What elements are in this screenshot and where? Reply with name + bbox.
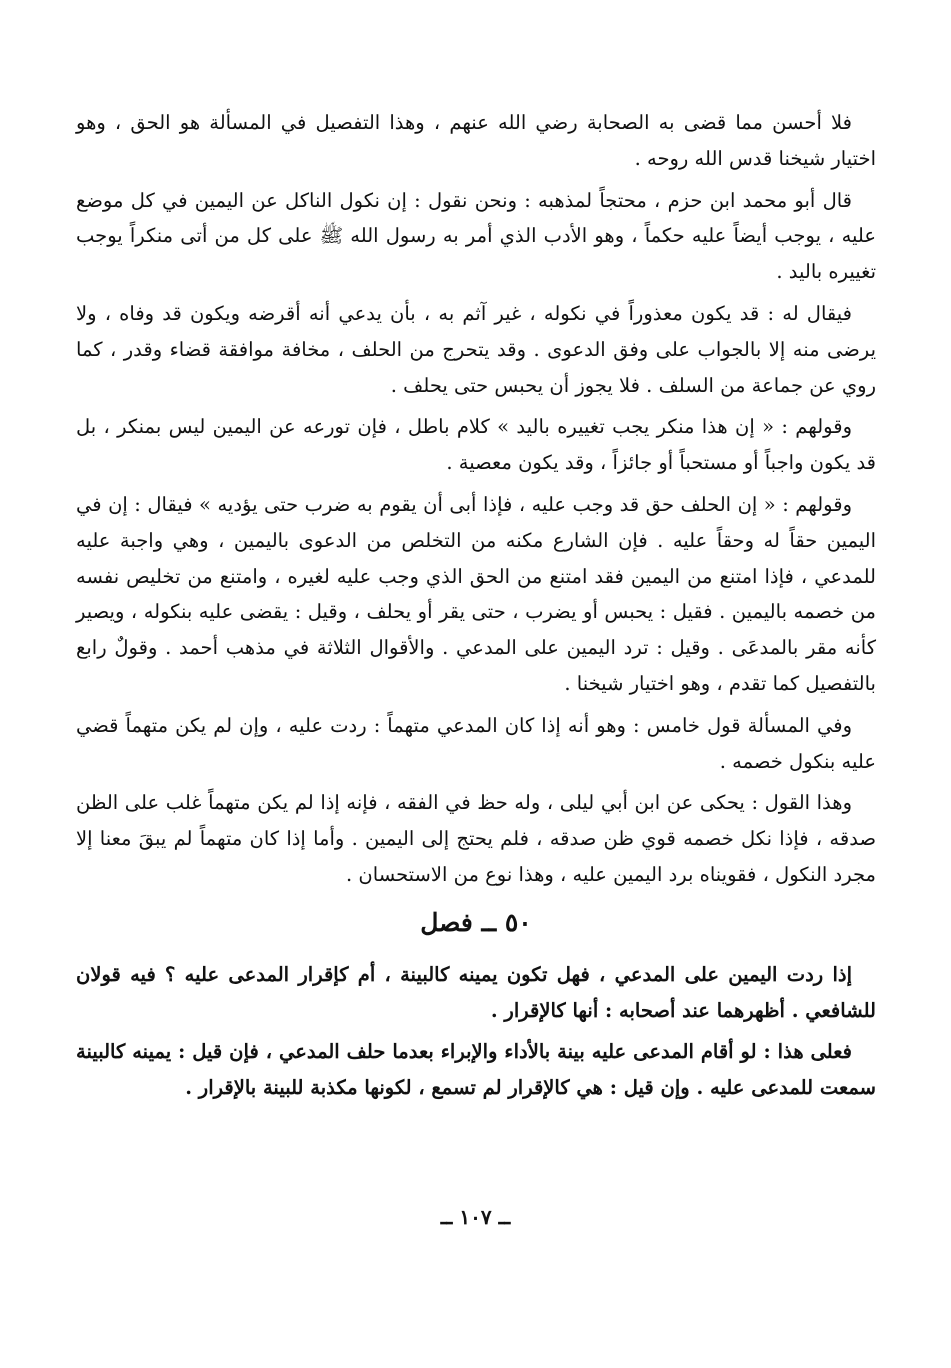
page-number: ــ ١٠٧ ــ [440, 1205, 511, 1229]
paragraph-4: وقولهم : « إن هذا منكر يجب تغييره باليد » كلام باطل ، فإن تورعه عن اليمين ليس بمنكر ، بل قد يكون واجباً أو مستحباً أو جائزاً ، وقد يكون معصية . [76, 415, 876, 475]
paragraph-1: فلا أحسن مما قضى به الصحابة رضي الله عنهم ، وهذا التفصيل في المسألة هو الحق ، وهو اختيار شيخنا قدس الله روحه . [76, 111, 876, 170]
paragraph-5: وقولهم : « إن الحلف حق قد وجب عليه ، فإذا أبى أن يقوم به ضرب حتى يؤديه » فيقال : إن في اليمين حقاً له وحقاً عليه . فإن الشارع مكنه من التخلص من الدعوى باليمين ، وهي واجبة عليه للمدعي ، فإذا امتنع من اليمين فقد امتنع من الحق الذي وجب عليه لغيره ، وامتنع من تخليص نفسه من خصمه باليمين . فقيل : يحبس أو يضرب ، حتى يقر أو يحلف ، وقيل : يقضى عليه بنكوله ، ويصير كأنه مقر بالمدعَى . وقيل : ترد اليمين على المدعي . والأقوال الثلاثة في مذهب أحمد . وقولٌ رابع بالتفصيل كما تقدم ، وهو اختيار شيخنا . [76, 492, 876, 695]
page-body [76, 105, 876, 1112]
paragraph-9: فعلى هذا : لو أقام المدعى عليه بينة بالأداء والإبراء بعدما حلف المدعي ، فإن قيل : يمينه كالبينة سمعت للمدعى عليه . وإن قيل : هي كالإقرار لم تسمع ، لكونها مكذبة للبينة بالإقرار . [76, 1040, 876, 1100]
section-heading: ٥٠ ــ فصل [420, 907, 532, 937]
paragraph-7: وهذا القول : يحكى عن ابن أبي ليلى ، وله حظ في الفقه ، فإنه إذا لم يكن متهماً غلب على الظن صدقه ، فإذا نكل خصمه قوي ظن صدقه ، فلم يحتج إلى اليمين . وأما إذا كان متهماً لم يبقَ معنا إلا مجرد النكول ، فقويناه برد اليمين عليه ، وهذا نوع من الاستحسان . [76, 791, 876, 886]
paragraph-2: قال أبو محمد ابن حزم ، محتجاً لمذهبه : ونحن نقول : إن نكول الناكل عن اليمين في كل موضع عليه ، يوجب أيضاً عليه حكماً ، وهو الأدب الذي أمر به رسول الله ﷺ على كل من أتى منكراً يوجب تغييره باليد . [76, 188, 876, 284]
paragraph-8: إذا ردت اليمين على المدعي ، فهل تكون يمينه كالبينة ، أم كإقرار المدعى عليه ؟ فيه قولان للشافعي . أظهرهما عند أصحابه : أنها كالإقرار . [76, 962, 876, 1022]
paragraph-3: فيقال له : قد يكون معذوراً في نكوله ، غير آثم به ، بأن يدعي أنه أقرضه ويكون قد وفاه ، ولا يرضى منه إلا بالجواب على وفق الدعوى . وقد يتحرج من الحلف ، مخافة موافقة قضاء وقدر ، كما روي عن جماعة من السلف . فلا يجوز أن يحبس حتى يحلف . [76, 301, 876, 397]
paragraph-6: وفي المسألة قول خامس : وهو أنه إذا كان المدعي متهماً : ردت عليه ، وإن لم يكن متهماً قضي عليه بنكول خصمه . [76, 713, 876, 773]
